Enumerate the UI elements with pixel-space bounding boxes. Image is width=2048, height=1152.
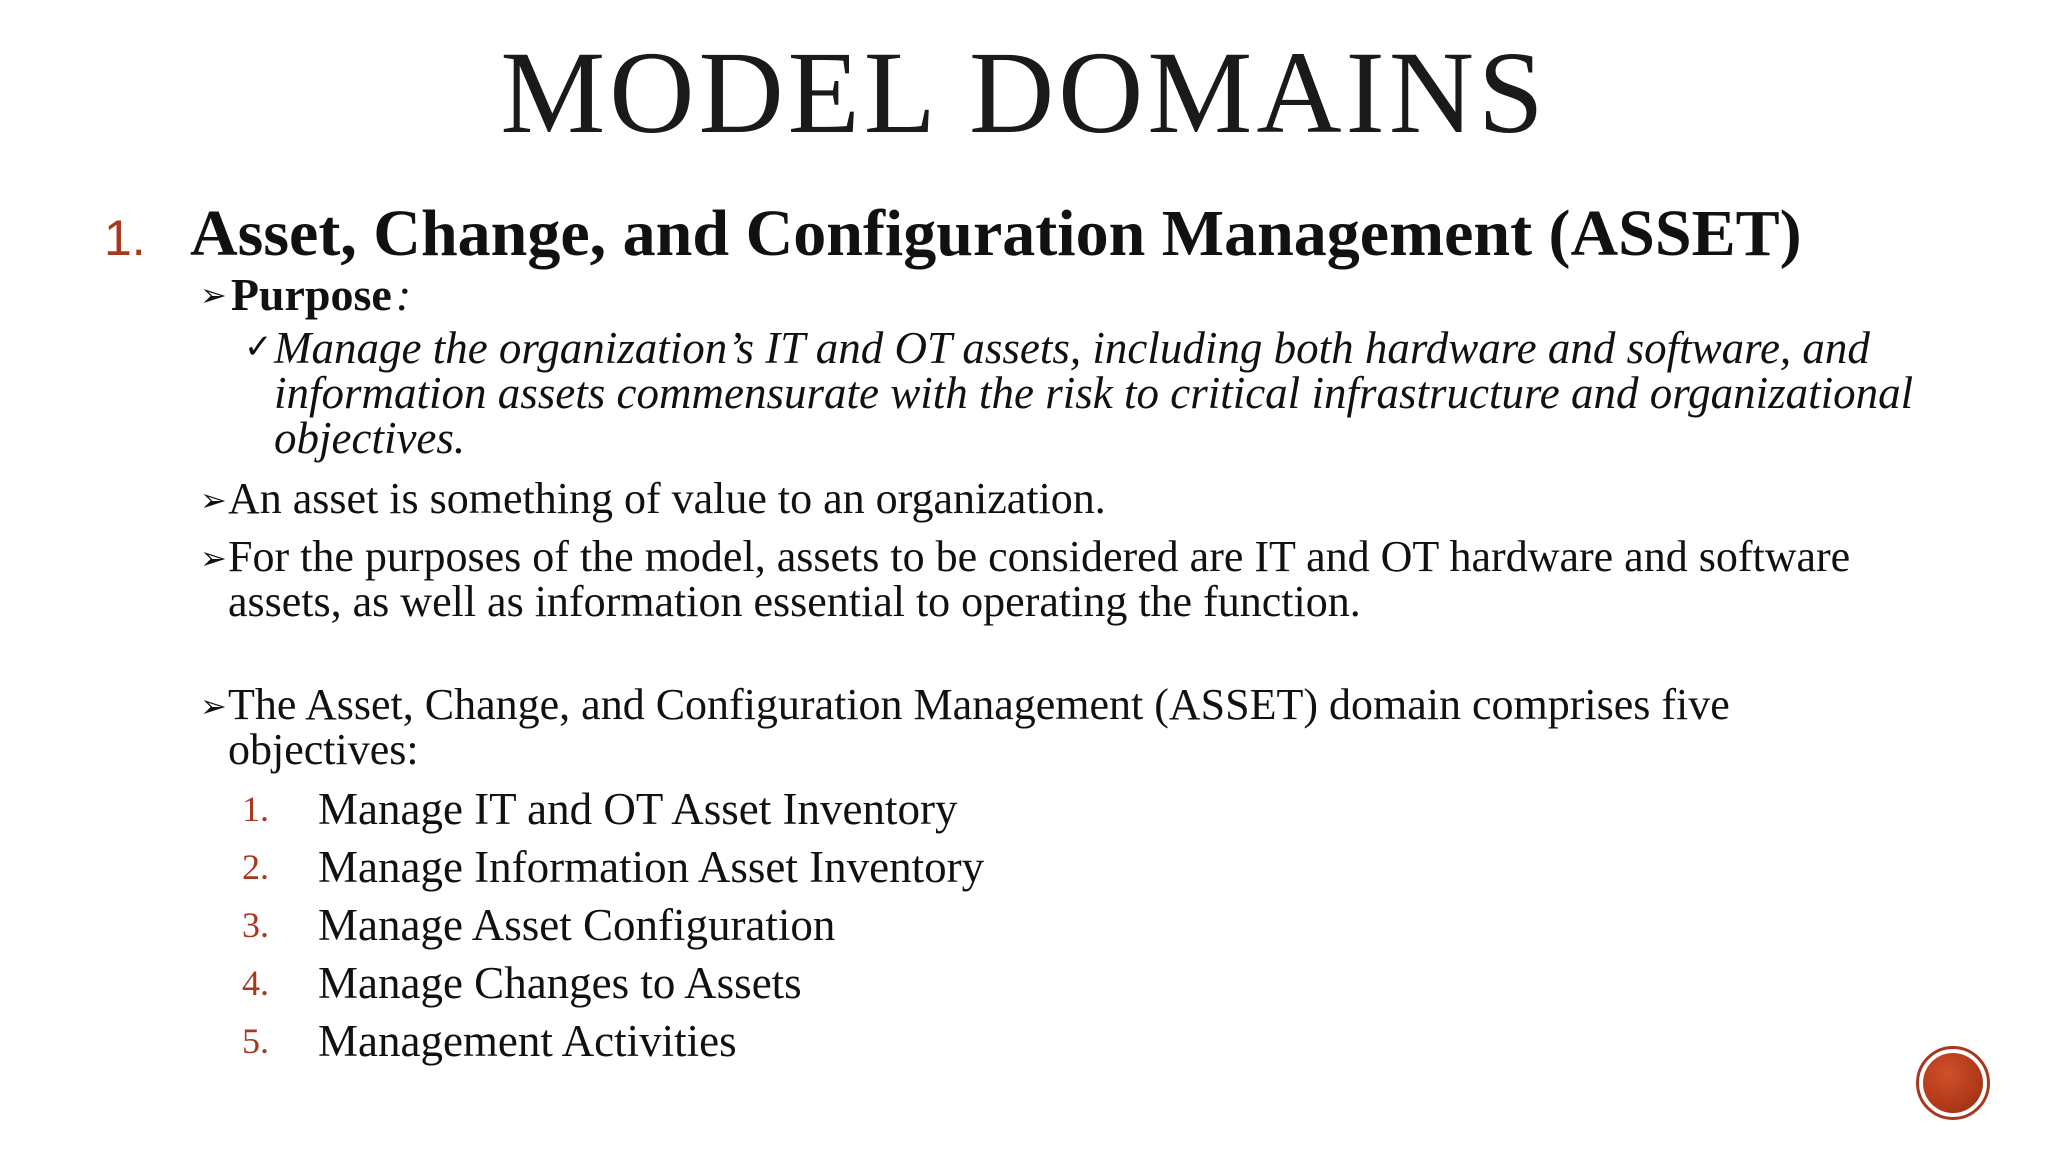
objective-text: Manage Asset Configuration xyxy=(318,900,836,950)
purpose-line xyxy=(200,268,411,326)
objective-number: 5. xyxy=(242,1021,269,1061)
bullet-text: The Asset, Change, and Configuration Management (ASSET) domain comprises five objectives: xyxy=(228,680,1730,774)
objective-text: Manage Changes to Assets xyxy=(318,958,802,1008)
objective-number: 4. xyxy=(242,963,269,1003)
arrowhead-icon: ➢ xyxy=(200,481,227,519)
bullet-text: An asset is something of value to an organization. xyxy=(228,474,1106,523)
objective-text: Manage IT and OT Asset Inventory xyxy=(318,784,958,834)
objective-number: 1. xyxy=(242,789,269,829)
purpose-description: Manage the organization’s IT and OT assets, including both hardware and software, and information assets commensurate with the risk to critical infrastructure and organizational objectives. xyxy=(274,323,1914,463)
arrowhead-icon: ➢ xyxy=(200,539,227,577)
domain-heading xyxy=(104,194,1802,278)
next-slide-button[interactable] xyxy=(1916,1046,1990,1120)
arrowhead-icon: ➢ xyxy=(200,687,227,725)
slide-title: MODEL DOMAINS xyxy=(500,27,1548,158)
bullet-item xyxy=(200,534,1900,624)
objective-number: 2. xyxy=(242,847,269,887)
domain-heading-text: Asset, Change, and Configuration Management (ASSET) xyxy=(190,197,1802,270)
domain-heading-number: 1. xyxy=(104,210,146,266)
objective-text: Manage Information Asset Inventory xyxy=(318,842,985,892)
objective-number: 3. xyxy=(242,905,269,945)
purpose-colon: : xyxy=(395,269,412,320)
bullet-item xyxy=(200,476,1940,521)
purpose-label: Purpose xyxy=(230,269,392,320)
arrowhead-icon: ➢ xyxy=(200,276,227,315)
objective-text: Management Activities xyxy=(318,1016,737,1066)
bullet-item xyxy=(200,682,1900,772)
bullet-text: For the purposes of the model, assets to be considered are IT and OT hardware and software assets, as well as information essential to operating the function. xyxy=(228,532,1851,626)
checkmark-icon: ✓ xyxy=(244,327,273,367)
red-circle-icon xyxy=(1923,1053,1983,1113)
